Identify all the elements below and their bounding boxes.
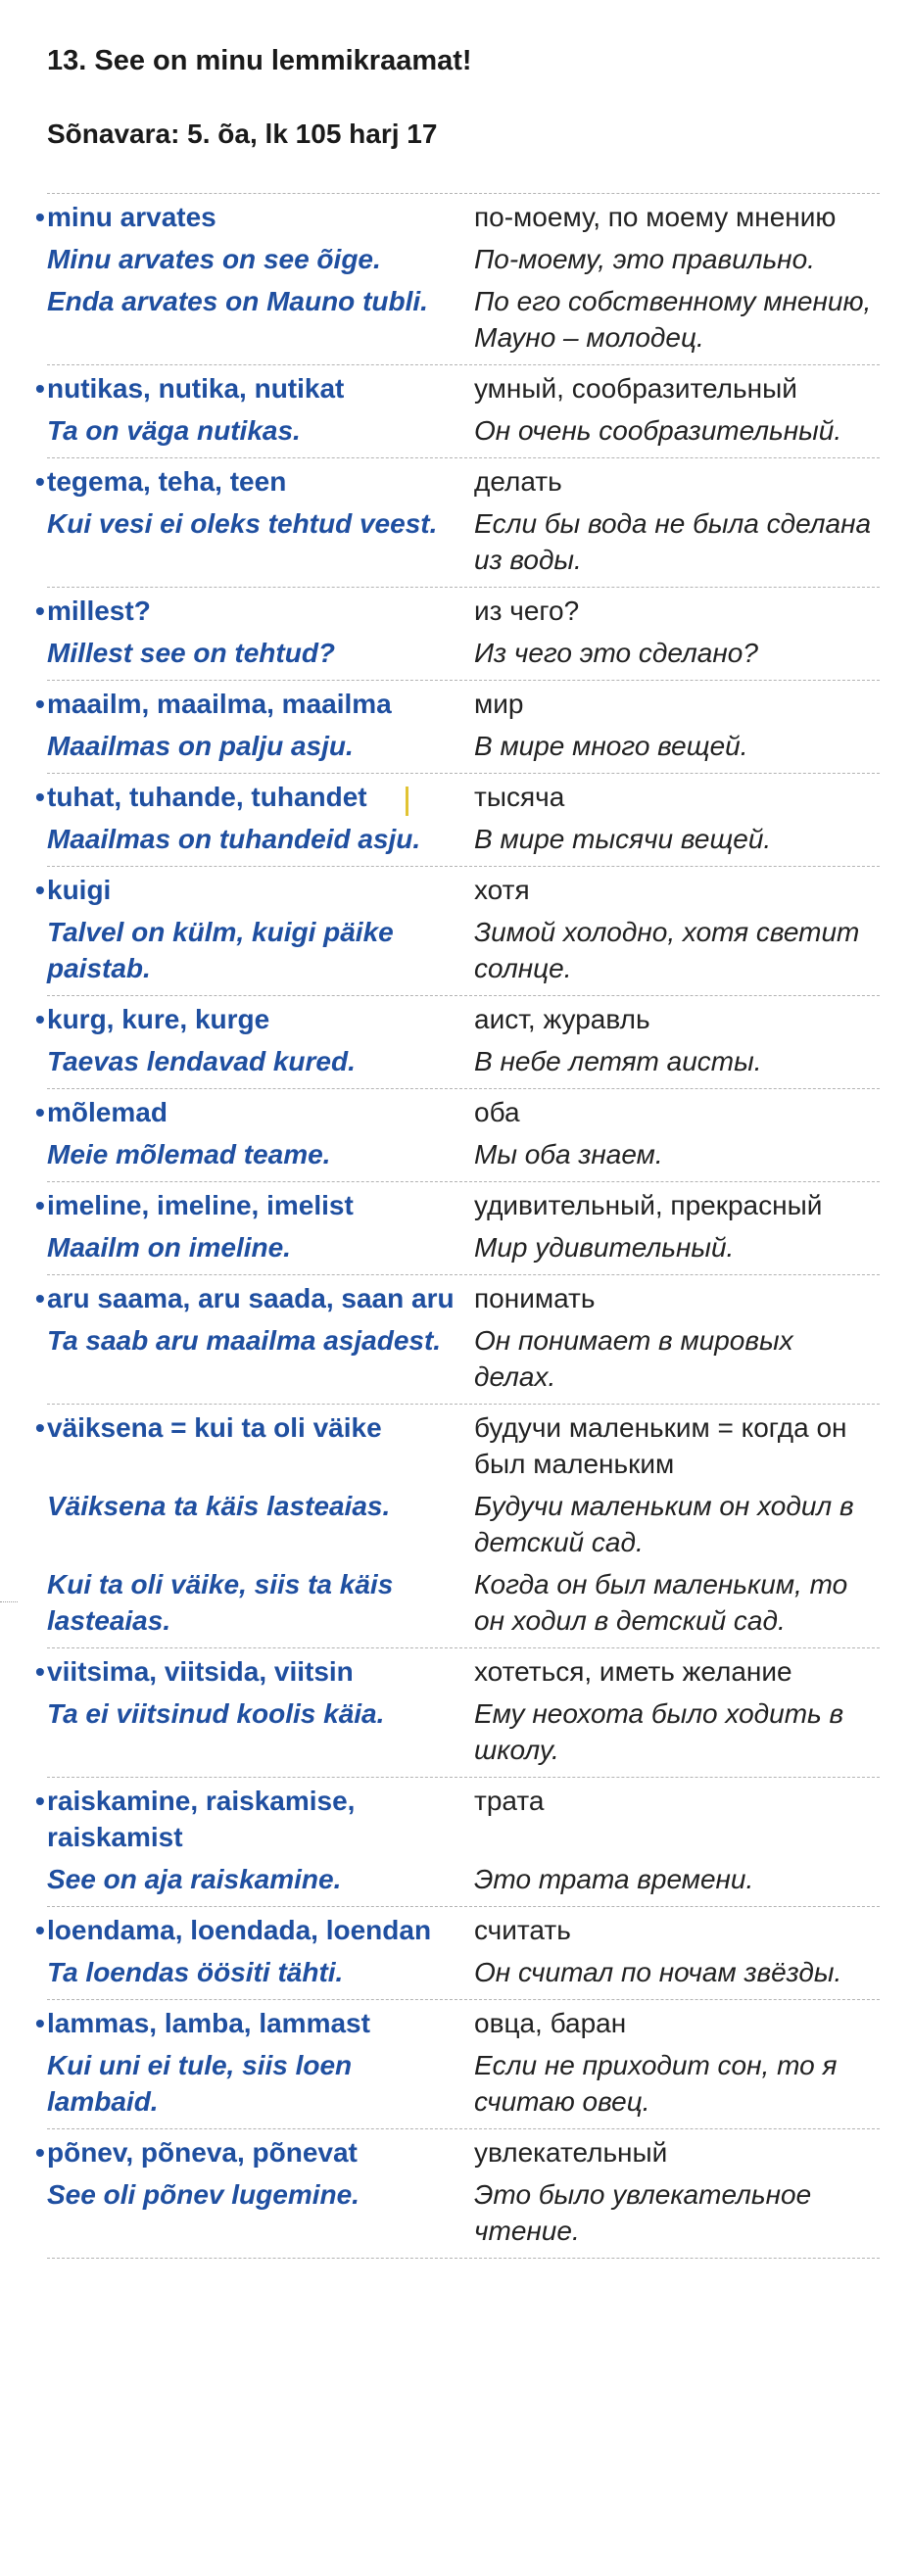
text-cursor	[406, 787, 408, 816]
example-estonian: Ta loendas öösiti tähti.	[47, 1957, 344, 1987]
headword-row	[35, 686, 880, 722]
vocabulary-entry	[35, 681, 880, 774]
example-estonian: Minu arvates on see õige.	[47, 244, 381, 274]
headword-text: minu arvates	[47, 202, 216, 232]
example-row	[47, 914, 880, 986]
example-russian: Зимой холодно, хотя светит солнце.	[474, 917, 860, 983]
vocabulary-entry	[35, 996, 880, 1089]
example-russian: Из чего это сделано?	[474, 638, 758, 668]
bullet-icon: •	[35, 466, 45, 497]
estonian-headword	[35, 2134, 468, 2171]
headword-row	[35, 370, 880, 406]
bullet-icon: •	[35, 1915, 45, 1945]
russian-translation: хотеться, иметь желание	[474, 1656, 792, 1687]
vocabulary-entry	[35, 194, 880, 365]
example-russian: Если бы вода не была сделана из воды.	[474, 508, 872, 575]
example-russian: Это трата времени.	[474, 1864, 754, 1894]
example-russian: Он считал по ночам звёзды.	[474, 1957, 842, 1987]
russian-translation: удивительный, прекрасный	[474, 1190, 823, 1220]
headword-row	[35, 1409, 880, 1482]
russian-translation: из чего?	[474, 596, 580, 626]
example-row	[47, 1695, 880, 1768]
headword-row	[35, 199, 880, 235]
headword-text: põnev, põneva, põnevat	[47, 2137, 358, 2168]
bullet-icon: •	[35, 875, 45, 905]
example-estonian: See on aja raiskamine.	[47, 1864, 342, 1894]
headword-row	[35, 1912, 880, 1948]
russian-translation: считать	[474, 1915, 571, 1945]
vocabulary-entry	[35, 588, 880, 681]
headword-row	[35, 779, 880, 815]
russian-translation: трата	[474, 1786, 545, 1816]
russian-translation: умный, сообразительный	[474, 373, 797, 404]
headword-text: imeline, imeline, imelist	[47, 1190, 354, 1220]
vocabulary-list	[35, 193, 880, 2259]
example-row	[47, 821, 880, 857]
russian-translation: оба	[474, 1097, 520, 1127]
vocabulary-entry	[35, 774, 880, 867]
example-russian: Если не приходит сон, то я считаю овец.	[474, 2050, 838, 2117]
headword-row	[35, 872, 880, 908]
example-estonian: Väiksena ta käis lasteaias.	[47, 1491, 391, 1521]
bullet-icon: •	[35, 1786, 45, 1816]
estonian-headword	[35, 686, 468, 722]
estonian-headword	[35, 1280, 468, 1316]
bullet-icon: •	[35, 1097, 45, 1127]
headword-row	[35, 1653, 880, 1690]
bullet-icon: •	[35, 1283, 45, 1313]
headword-text: loendama, loendada, loendan	[47, 1915, 432, 1945]
vocabulary-entry	[35, 867, 880, 996]
estonian-headword	[35, 199, 468, 235]
headword-text: millest?	[47, 596, 151, 626]
example-russian: По его собственному мнению, Мауно – молодец.	[474, 286, 872, 353]
headword-row	[35, 2005, 880, 2041]
example-row	[47, 1566, 880, 1639]
headword-text: aru saama, aru saada, saan aru	[47, 1283, 455, 1313]
example-row	[47, 1954, 880, 1990]
example-estonian: Kui uni ei tule, siis loen lambaid.	[47, 2050, 353, 2117]
vocabulary-entry	[35, 2000, 880, 2129]
russian-translation: делать	[474, 466, 562, 497]
vocabulary-entry	[35, 1089, 880, 1182]
vocabulary-entry	[35, 2129, 880, 2259]
example-russian: По-моему, это правильно.	[474, 244, 815, 274]
russian-translation: по-моему, по моему мнению	[474, 202, 837, 232]
bullet-icon: •	[35, 2137, 45, 2168]
vocabulary-entry	[35, 1405, 880, 1648]
bullet-icon: •	[35, 689, 45, 719]
headword-text: kurg, kure, kurge	[47, 1004, 270, 1034]
example-row	[47, 2176, 880, 2249]
example-estonian: Maailm on imeline.	[47, 1232, 291, 1263]
russian-translation: понимать	[474, 1283, 596, 1313]
example-russian: Это было увлекательное чтение.	[474, 2179, 812, 2246]
example-estonian: Maailmas on tuhandeid asju.	[47, 824, 421, 854]
example-row	[47, 1229, 880, 1265]
page-title: 13. See on minu lemmikraamat!	[47, 45, 472, 76]
example-estonian: Kui ta oli väike, siis ta käis lasteaias.	[47, 1569, 394, 1636]
example-russian: Ему неохота было ходить в школу.	[474, 1698, 844, 1765]
estonian-headword	[35, 370, 468, 406]
headword-text: mõlemad	[47, 1097, 168, 1127]
russian-translation: хотя	[474, 875, 530, 905]
vocabulary-entry	[35, 1275, 880, 1405]
estonian-headword	[35, 463, 468, 500]
estonian-headword	[35, 1094, 468, 1130]
example-estonian: Taevas lendavad kured.	[47, 1046, 356, 1076]
russian-translation: увлекательный	[474, 2137, 668, 2168]
estonian-headword	[35, 2005, 468, 2041]
headword-row	[35, 593, 880, 629]
headword-text: lammas, lamba, lammast	[47, 2008, 370, 2038]
example-estonian: Meie mõlemad teame.	[47, 1139, 331, 1169]
russian-translation: мир	[474, 689, 524, 719]
headword-row	[35, 463, 880, 500]
headword-text: raiskamine, raiskamise, raiskamist	[47, 1786, 356, 1852]
example-russian: В мире много вещей.	[474, 731, 748, 761]
estonian-headword	[35, 1001, 468, 1037]
headword-row	[35, 1280, 880, 1316]
headword-text: maailm, maailma, maailma	[47, 689, 392, 719]
vocabulary-entry	[35, 1648, 880, 1778]
headword-text: tuhat, tuhande, tuhandet	[47, 782, 367, 812]
example-estonian: Ta on väga nutikas.	[47, 415, 301, 446]
bullet-icon: •	[35, 2008, 45, 2038]
example-estonian: Maailmas on palju asju.	[47, 731, 354, 761]
example-estonian: Enda arvates on Mauno tubli.	[47, 286, 428, 316]
headword-text: kuigi	[47, 875, 112, 905]
page-subtitle: Sõnavara: 5. õa, lk 105 harj 17	[47, 119, 438, 149]
example-russian: Он понимает в мировых делах.	[474, 1325, 793, 1392]
example-row	[47, 412, 880, 449]
example-estonian: Millest see on tehtud?	[47, 638, 336, 668]
example-estonian: Kui vesi ei oleks tehtud veest.	[47, 508, 438, 539]
example-row	[47, 1322, 880, 1395]
headword-row	[35, 1783, 880, 1855]
example-russian: Когда он был маленьким, то он ходил в детский сад.	[474, 1569, 848, 1636]
headword-row	[35, 1187, 880, 1223]
bullet-icon: •	[35, 1656, 45, 1687]
bullet-icon: •	[35, 1004, 45, 1034]
estonian-headword	[35, 1653, 468, 1690]
estonian-headword	[35, 1187, 468, 1223]
example-row	[47, 241, 880, 277]
example-row	[47, 1043, 880, 1079]
example-row	[47, 505, 880, 578]
example-russian: В небе летят аисты.	[474, 1046, 762, 1076]
headword-text: nutikas, nutika, nutikat	[47, 373, 345, 404]
vocabulary-entry	[35, 1778, 880, 1907]
bullet-icon: •	[35, 373, 45, 404]
vocabulary-entry	[35, 458, 880, 588]
example-row	[47, 1488, 880, 1560]
headword-row	[35, 2134, 880, 2171]
estonian-headword	[35, 1409, 468, 1482]
example-row	[47, 635, 880, 671]
estonian-headword	[35, 1912, 468, 1948]
example-estonian: Talvel on külm, kuigi päike paistab.	[47, 917, 394, 983]
bullet-icon: •	[35, 782, 45, 812]
example-russian: Мир удивительный.	[474, 1232, 735, 1263]
example-estonian: See oli põnev lugemine.	[47, 2179, 360, 2210]
example-russian: Мы оба знаем.	[474, 1139, 663, 1169]
bullet-icon: •	[35, 1190, 45, 1220]
margin-dotted-mark	[0, 1601, 18, 1602]
russian-translation: аист, журавль	[474, 1004, 650, 1034]
estonian-headword	[35, 872, 468, 908]
example-russian: Будучи маленьким он ходил в детский сад.	[474, 1491, 854, 1557]
example-row	[47, 283, 880, 356]
headword-row	[35, 1001, 880, 1037]
vocabulary-entry	[35, 1182, 880, 1275]
headword-text: väiksena = kui ta oli väike	[47, 1412, 382, 1443]
example-row	[47, 1861, 880, 1897]
russian-translation: тысяча	[474, 782, 565, 812]
example-row	[47, 1136, 880, 1172]
estonian-headword	[35, 1783, 468, 1855]
example-estonian: Ta saab aru maailma asjadest.	[47, 1325, 442, 1356]
example-estonian: Ta ei viitsinud koolis käia.	[47, 1698, 385, 1729]
estonian-headword	[35, 593, 468, 629]
headword-row	[35, 1094, 880, 1130]
bullet-icon: •	[35, 1412, 45, 1443]
russian-translation: будучи маленьким = когда он был маленьким	[474, 1412, 847, 1479]
headword-text: tegema, teha, teen	[47, 466, 287, 497]
example-russian: Он очень сообразительный.	[474, 415, 842, 446]
bullet-icon: •	[35, 596, 45, 626]
example-row	[47, 2047, 880, 2120]
vocabulary-page	[35, 43, 880, 2259]
russian-translation: овца, баран	[474, 2008, 627, 2038]
headword-text: viitsima, viitsida, viitsin	[47, 1656, 354, 1687]
example-row	[47, 728, 880, 764]
bullet-icon: •	[35, 202, 45, 232]
vocabulary-entry	[35, 1907, 880, 2000]
example-russian: В мире тысячи вещей.	[474, 824, 772, 854]
vocabulary-entry	[35, 365, 880, 458]
